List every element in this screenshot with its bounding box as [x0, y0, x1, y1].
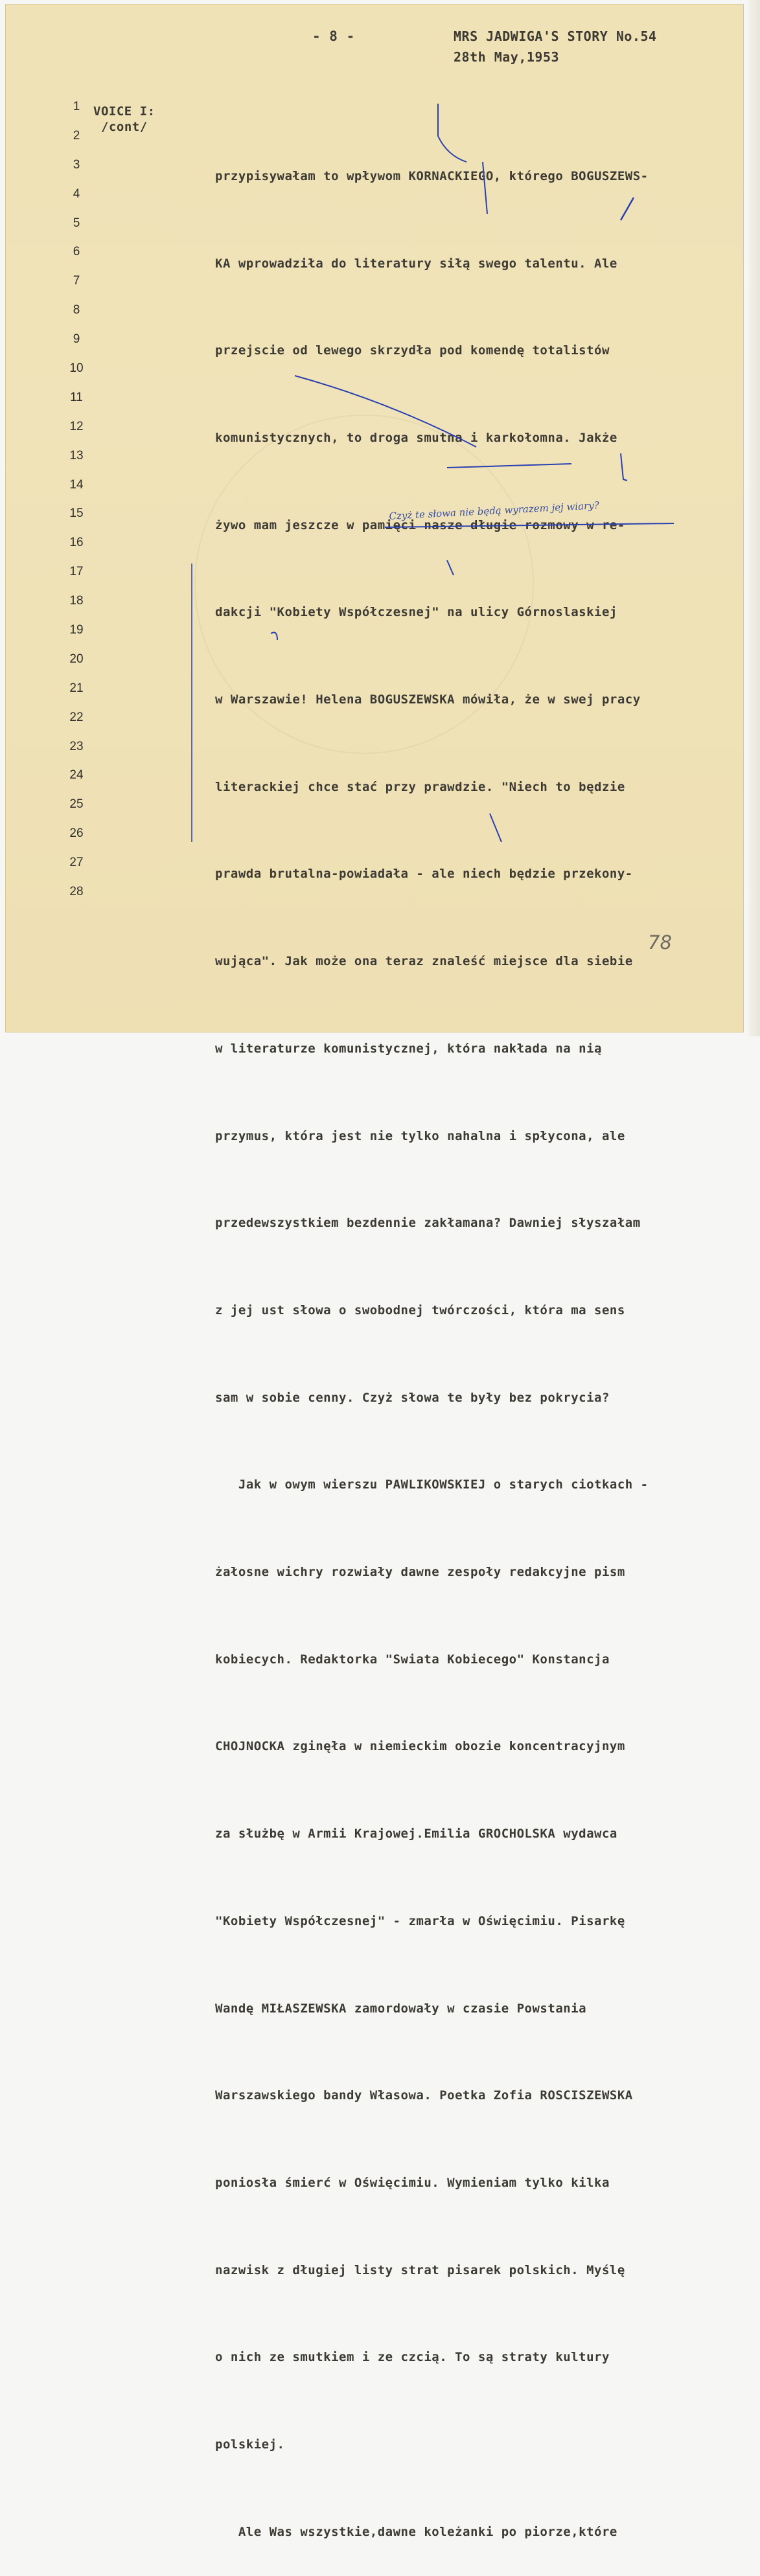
text-line: prawda brutalna-powiadała - ale niech będzie przekony-: [215, 867, 633, 882]
line-number: 6: [73, 245, 80, 259]
line-number: 1: [73, 100, 80, 113]
text-line: sam w sobie cenny. Czyż słowa te były bez pokrycia?: [215, 1390, 610, 1405]
line-number: 12: [69, 419, 84, 433]
line-number: 11: [70, 390, 83, 404]
line-number: 21: [69, 681, 84, 695]
text-line: CHOJNOCKA zginęła w niemieckim obozie koncentracyjnym: [215, 1739, 625, 1754]
line-number: 28: [69, 885, 84, 899]
transcript-body: [215, 104, 708, 2576]
text-line: przypisywałam to wpływom KORNACKIEGO, którego BOGUSZEWS-: [215, 168, 649, 183]
text-line: za służbę w Armii Krajowej.Emilia GROCHOLSKA wydawca: [215, 1827, 617, 1841]
line-number: 24: [69, 768, 84, 782]
scan-edge: [748, 0, 760, 1036]
text-line: "Kobiety Współczesnej" - zmarła w Oświęcimiu. Pisarkę: [215, 1913, 625, 1928]
text-line: KA wprowadziła do literatury siłą swego talentu. Ale: [215, 256, 617, 271]
line-number: 16: [69, 536, 84, 550]
line-number: 18: [69, 594, 84, 608]
line-number: 9: [73, 332, 80, 347]
line-number: 22: [69, 710, 84, 724]
line-number: 20: [69, 652, 84, 666]
line-number: 19: [69, 623, 84, 637]
text-line: dakcji "Kobiety Współczesnej" na ulicy Górnoslaskiej: [215, 605, 617, 620]
line-number: 4: [73, 187, 80, 201]
line-number: 15: [69, 507, 84, 521]
text-line: komunistycznych, to droga smutna i karkołomna. Jakże: [215, 430, 617, 445]
cont-label: /cont/: [101, 120, 148, 134]
line-number: 26: [69, 826, 84, 841]
story-title: MRS JADWIGA'S STORY No.54: [454, 28, 657, 44]
line-number: 25: [69, 797, 84, 812]
text-line: z jej ust słowa o swobodnej twórczości, która ma sens: [215, 1303, 625, 1317]
story-date: 28th May,1953: [454, 49, 560, 65]
text-line: żałosne wichry rozwiały dawne zespoły redakcyjne pism: [215, 1565, 625, 1580]
text-line: o nich ze smutkiem i ze czcią. To są straty kultury: [215, 2350, 610, 2365]
text-line: żywo mam jeszcze w pamięci nasze długie rozmowy w re-: [215, 518, 625, 532]
text-line: przejscie od lewego skrzydła pod komendę totalistów: [215, 343, 610, 358]
text-line: kobiecych. Redaktorka "Swiata Kobiecego" Konstancja: [215, 1652, 610, 1667]
handwritten-annotation: Czyż te słowa nie będą wyrazem jej wiary?: [389, 499, 600, 522]
text-line: w literaturze komunistycznej, która nakłada na nią: [215, 1041, 602, 1056]
line-number: 5: [73, 216, 80, 230]
speaker-label: [93, 104, 155, 135]
folio-number: 78: [648, 931, 672, 953]
line-number: 3: [73, 157, 80, 172]
line-number: 10: [69, 361, 84, 376]
text-line: nazwisk z długiej listy strat pisarek polskich. Myślę: [215, 2263, 625, 2277]
line-number: 7: [73, 274, 80, 288]
text-line: Ale Was wszystkie,dawne koleżanki po piorze,które: [215, 2524, 617, 2539]
text-line: przymus, która jest nie tylko nahalna i spłycona, ale: [215, 1128, 625, 1143]
page-number: - 8 -: [312, 28, 355, 44]
line-number: 23: [69, 739, 84, 753]
text-line: poniosła śmierć w Oświęcimiu. Wymieniam tylko kilka: [215, 2175, 610, 2190]
text-line: Jak w owym wierszu PAWLIKOWSKIEJ o starych ciotkach -: [215, 1477, 649, 1492]
text-line: wująca". Jak może ona teraz znaleść miejsce dla siebie: [215, 954, 633, 969]
line-number: 14: [69, 477, 84, 492]
line-number: 8: [73, 303, 80, 317]
line-number: 17: [69, 565, 84, 579]
text-line: przedewszystkiem bezdennie zakłamana? Dawniej słyszałam: [215, 1216, 641, 1231]
line-number: 2: [73, 128, 80, 142]
text-line: w Warszawie! Helena BOGUSZEWSKA mówiła, że w swej pracy: [215, 692, 641, 707]
line-number-column: [63, 100, 89, 914]
text-line: polskiej.: [215, 2437, 285, 2452]
line-number: 27: [69, 856, 84, 870]
line-number: 13: [69, 448, 84, 462]
text-line: Warszawskiego bandy Własowa. Poetka Zofia ROSCISZEWSKA: [215, 2088, 633, 2103]
text-line: literackiej chce stać przy prawdzie. "Niech to będzie: [215, 779, 625, 794]
text-line: Wandę MIŁASZEWSKA zamordowały w czasie Powstania: [215, 2001, 587, 2016]
voice-label: VOICE I:: [93, 104, 155, 119]
